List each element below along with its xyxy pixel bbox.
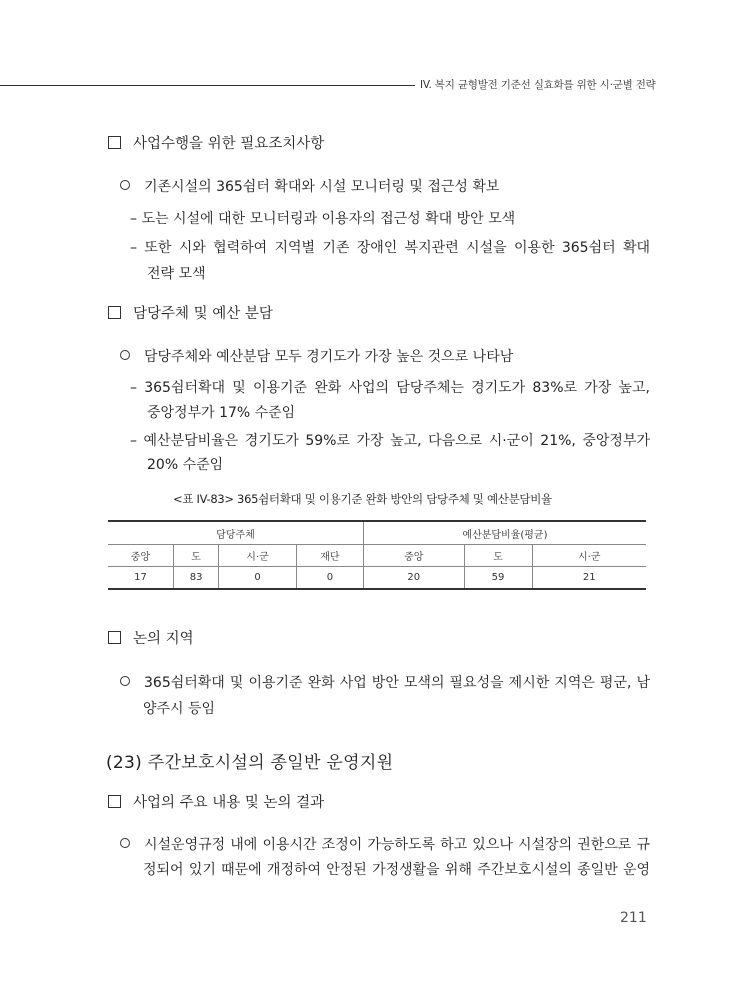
dash-item-cooperation-line1: – 또한 시와 협력하여 지역별 기존 장애인 복지관련 시설을 이용한 365쉼터 확대 xyxy=(130,240,650,256)
running-header: IV. 복지 균형발전 기준선 실효화를 위한 시·군별 전략 xyxy=(420,79,656,91)
circle-bullet-icon xyxy=(120,838,130,848)
circle-item-gyeonggi: 담당주체와 예산분담 모두 경기도가 가장 높은 것으로 나타남 xyxy=(120,346,513,366)
page-number: 211 xyxy=(620,910,647,926)
table-caption: <표 IV-83> 365쉼터확대 및 이용기준 완화 방안의 담당주체 및 예산분담비율 xyxy=(173,492,552,506)
dash-item-ratio-line2: 20% 수준임 xyxy=(147,457,224,473)
section-heading-main-content: 사업의 주요 내용 및 논의 결과 xyxy=(108,791,324,812)
table-row xyxy=(108,521,646,545)
column-header: 중앙 xyxy=(108,545,173,567)
group-header-budget: 예산분담비율(평균) xyxy=(363,521,646,545)
table-cell: 59 xyxy=(464,567,532,590)
column-header: 재단 xyxy=(296,545,363,567)
table-row xyxy=(108,545,646,567)
circle-item-expansion: 기존시설의 365쉼터 확대와 시설 모니터링 및 접근성 확보 xyxy=(120,176,499,196)
section-heading-regions: 논의 지역 xyxy=(108,627,194,648)
table-cell: 21 xyxy=(532,567,646,590)
column-header: 중앙 xyxy=(363,545,464,567)
square-bullet-icon xyxy=(108,136,121,149)
column-header: 시·군 xyxy=(219,545,297,567)
column-header: 도 xyxy=(464,545,532,567)
dash-item-monitoring: – 도는 시설에 대한 모니터링과 이용자의 접근성 확대 방안 모색 xyxy=(130,211,516,227)
table-row xyxy=(108,567,646,590)
budget-table xyxy=(108,520,646,590)
group-header-agency: 담당주체 xyxy=(108,521,363,545)
header-rule xyxy=(0,85,415,86)
dash-item-ratio-line1: – 예산분담비율은 경기도가 59%로 가장 높고, 다음으로 시·군이 21%, 중앙정부가 xyxy=(130,433,650,449)
square-bullet-icon xyxy=(108,795,121,808)
column-header: 시·군 xyxy=(532,545,646,567)
square-bullet-icon xyxy=(108,631,121,644)
dash-item-cooperation-line2: 전략 모색 xyxy=(147,266,206,282)
circle-item-operation-line2: 정되어 있기 때문에 개정하여 안정된 가정생활을 위해 주간보호시설의 종일반 운영 xyxy=(143,862,650,878)
circle-bullet-icon xyxy=(120,180,130,190)
circle-item-regions-line1: 365쉼터확대 및 이용기준 완화 사업 방안 모색의 필요성을 제시한 지역은 평군, 남 xyxy=(120,672,650,692)
table-cell: 17 xyxy=(108,567,173,590)
table-cell: 83 xyxy=(173,567,218,590)
square-bullet-icon xyxy=(108,306,121,319)
table-cell: 0 xyxy=(219,567,297,590)
column-header: 도 xyxy=(173,545,218,567)
circle-bullet-icon xyxy=(120,676,130,686)
section-heading-measures: 사업수행을 위한 필요조치사항 xyxy=(108,132,324,153)
dash-item-agency-line1: – 365쉼터확대 및 이용기준 완화 사업의 담당주체는 경기도가 83%로 가장 높고, xyxy=(130,380,650,396)
table-cell: 0 xyxy=(296,567,363,590)
section-heading-budget: 담당주체 및 예산 분담 xyxy=(108,302,273,323)
circle-item-regions-line2: 양주시 등임 xyxy=(143,701,216,717)
circle-bullet-icon xyxy=(120,350,130,360)
dash-item-agency-line2: 중앙정부가 17% 수준임 xyxy=(147,405,296,421)
circle-item-operation-line1: 시설운영규정 내에 이용시간 조정이 가능하도록 하고 있으나 시설장의 권한으로 규 xyxy=(120,834,650,854)
table-cell: 20 xyxy=(363,567,464,590)
subsection-heading-23: (23) 주간보호시설의 종일반 운영지원 xyxy=(106,753,394,773)
